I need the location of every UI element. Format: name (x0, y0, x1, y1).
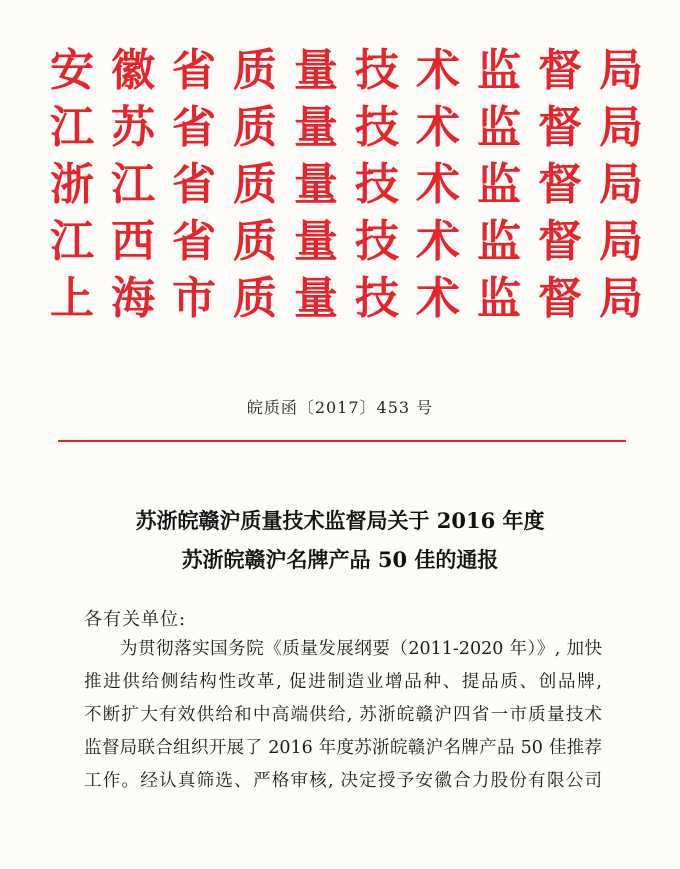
document-number: 皖质函〔2017〕453 号 (246, 398, 434, 417)
body-line: 推进供给侧结构性改革, 促进制造业增品种、提品质、创品牌, (84, 672, 602, 692)
document-title-line-2: 苏浙皖赣沪名牌产品 50 佳的通报 (181, 547, 499, 572)
issuing-agencies (50, 42, 660, 327)
agency-jiangxi: 江西省质量技术监督局 (50, 216, 660, 267)
red-divider-line (58, 440, 626, 442)
body-line: 不断扩大有效供给和中高端供给, 苏浙皖赣沪四省一市质量技术 (84, 705, 602, 725)
agency-shanghai: 上海市质量技术监督局 (50, 273, 660, 324)
body-paragraph (84, 633, 602, 798)
agency-jiangsu: 江苏省质量技术监督局 (50, 102, 660, 153)
agency-zhejiang: 浙江省质量技术监督局 (50, 159, 660, 210)
document-title-line-1: 苏浙皖赣沪质量技术监督局关于 2016 年度 (135, 508, 545, 533)
agency-anhui: 安徽省质量技术监督局 (50, 45, 660, 96)
body-line: 工作。经认真筛选、严格审核, 决定授予安徽合力股份有限公司 (84, 771, 602, 791)
salutation: 各有关单位: (84, 609, 187, 630)
body-line: 监督局联合组织开展了 2016 年度苏浙皖赣沪名牌产品 50 佳推荐 (84, 738, 602, 758)
body-line: 为贯彻落实国务院《质量发展纲要（2011-2020 年）》, 加快 (120, 639, 602, 659)
